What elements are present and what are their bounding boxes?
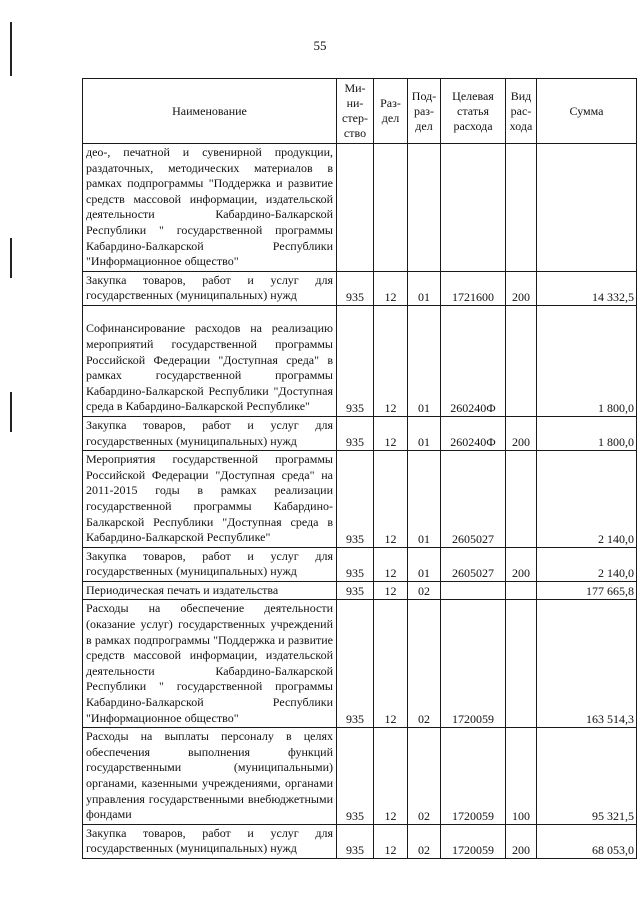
row-sum: 2 140,0 — [537, 451, 637, 548]
row-target: 2605027 — [441, 451, 506, 548]
row-ministry: 935 — [337, 547, 374, 581]
row-sum — [537, 144, 637, 272]
page-number: 55 — [313, 38, 327, 53]
table-row — [83, 728, 637, 825]
row-name: Закупка товаров, работ и услуг для государственных (муниципальных) нужд — [83, 271, 337, 305]
row-ministry: 935 — [337, 600, 374, 728]
row-name: Закупка товаров, работ и услуг для государственных (муниципальных) нужд — [83, 416, 337, 450]
row-sum: 177 665,8 — [537, 581, 637, 600]
row-target: 1721600 — [441, 271, 506, 305]
row-subsection: 01 — [408, 271, 441, 305]
row-name: Закупка товаров, работ и услуг для государственных (муниципальных) нужд — [83, 547, 337, 581]
row-target: 1720059 — [441, 600, 506, 728]
row-subsection: 01 — [408, 416, 441, 450]
row-sum: 1 800,0 — [537, 416, 637, 450]
header-subsection: Под-раз-дел — [408, 79, 441, 144]
row-subsection: 02 — [408, 824, 441, 858]
row-type: 100 — [506, 728, 537, 825]
margin-mark-middle — [10, 238, 12, 278]
row-sum: 68 053,0 — [537, 824, 637, 858]
row-subsection: 02 — [408, 581, 441, 600]
row-name: Мероприятия государственной программы Российской Федерации "Доступная среда" на 2011-2015 годы в рамках реализации государственной программы Кабардино-Балкарской Республики "Доступная среда в Кабардино-Балкарской Республике" — [83, 451, 337, 548]
table-row — [83, 547, 637, 581]
row-sum: 95 321,5 — [537, 728, 637, 825]
row-target — [441, 144, 506, 272]
row-section: 12 — [374, 271, 408, 305]
row-type: 200 — [506, 416, 537, 450]
row-type — [506, 451, 537, 548]
row-sum: 14 332,5 — [537, 271, 637, 305]
table-row — [83, 144, 637, 272]
row-subsection: 02 — [408, 600, 441, 728]
row-target: 260240Ф — [441, 416, 506, 450]
header-type: Вид рас-хода — [506, 79, 537, 144]
table-row — [83, 581, 637, 600]
row-ministry: 935 — [337, 451, 374, 548]
row-ministry: 935 — [337, 728, 374, 825]
row-sum: 2 140,0 — [537, 547, 637, 581]
table-row — [83, 824, 637, 858]
header-ministry: Ми-ни-стер-ство — [337, 79, 374, 144]
row-subsection: 01 — [408, 547, 441, 581]
row-ministry: 935 — [337, 271, 374, 305]
row-subsection: 02 — [408, 728, 441, 825]
header-section: Раз-дел — [374, 79, 408, 144]
row-name: Расходы на выплаты персоналу в целях обеспечения выполнения функций государственными (муниципальными) органами, казенными учреждениями, органами управления государственными внебюджетными фондами — [83, 728, 337, 825]
row-section — [374, 144, 408, 272]
row-name: део-, печатной и сувенирной продукции, раздаточных, методических материалов в рамках подпрограммы "Поддержка и развитие средств массовой информации, издательской деятельности Кабардино-Балкарской Республики " государственной программы Кабардино-Балкарской Республики "Информационное общество" — [83, 144, 337, 272]
row-name: Софинансирование расходов на реализацию мероприятий государственной программы Российской Федерации "Доступная среда" в рамках государственной программы Кабардино-Балкарской Республики "Доступная среда в Кабардино-Балкарской Республике" — [83, 305, 337, 416]
table-row — [83, 271, 637, 305]
row-subsection: 01 — [408, 451, 441, 548]
row-type: 200 — [506, 547, 537, 581]
row-subsection: 01 — [408, 305, 441, 416]
row-sum: 1 800,0 — [537, 305, 637, 416]
row-type — [506, 600, 537, 728]
row-name: Расходы на обеспечение деятельности (оказание услуг) государственных учреждений в рамках подпрограммы "Поддержка и развитие средств массовой информации, издательской деятельности Кабардино-Балкарской Республики " государственной программы Кабардино-Балкарской Республики "Информационное общество" — [83, 600, 337, 728]
row-section: 12 — [374, 305, 408, 416]
row-section: 12 — [374, 547, 408, 581]
row-target — [441, 581, 506, 600]
row-type — [506, 144, 537, 272]
row-target: 1720059 — [441, 824, 506, 858]
header-row — [83, 79, 637, 144]
row-section: 12 — [374, 581, 408, 600]
row-section: 12 — [374, 824, 408, 858]
table-row — [83, 305, 637, 416]
row-sum: 163 514,3 — [537, 600, 637, 728]
row-section: 12 — [374, 600, 408, 728]
row-section: 12 — [374, 416, 408, 450]
row-name: Периодическая печать и издательства — [83, 581, 337, 600]
row-type — [506, 581, 537, 600]
row-ministry — [337, 144, 374, 272]
row-section: 12 — [374, 728, 408, 825]
row-ministry: 935 — [337, 416, 374, 450]
margin-mark-lower — [10, 392, 12, 432]
table-row — [83, 451, 637, 548]
row-type: 200 — [506, 824, 537, 858]
table-row — [83, 600, 637, 728]
row-target: 260240Ф — [441, 305, 506, 416]
header-sum: Сумма — [537, 79, 637, 144]
row-target: 2605027 — [441, 547, 506, 581]
row-target: 1720059 — [441, 728, 506, 825]
row-type: 200 — [506, 271, 537, 305]
row-name: Закупка товаров, работ и услуг для государственных (муниципальных) нужд — [83, 824, 337, 858]
budget-table — [82, 78, 637, 859]
row-subsection — [408, 144, 441, 272]
row-ministry: 935 — [337, 581, 374, 600]
row-section: 12 — [374, 451, 408, 548]
table-row — [83, 416, 637, 450]
header-target: Целевая статья расхода — [441, 79, 506, 144]
header-name: Наименование — [83, 79, 337, 144]
row-ministry: 935 — [337, 305, 374, 416]
row-ministry: 935 — [337, 824, 374, 858]
row-type — [506, 305, 537, 416]
